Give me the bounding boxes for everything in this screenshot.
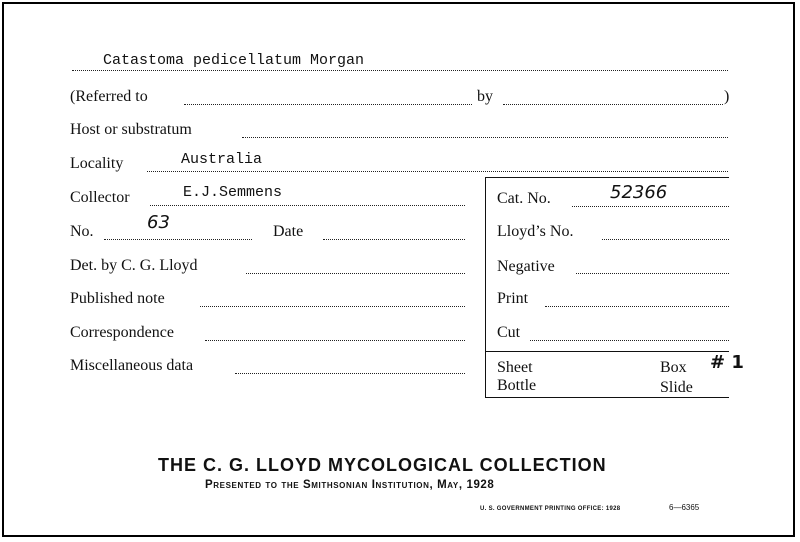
- correspondence-line: [205, 340, 465, 341]
- lloyds-no-line: [602, 239, 729, 240]
- sheet-divider: [485, 351, 729, 352]
- cat-no-line: [572, 206, 729, 207]
- misc-data-line: [235, 373, 465, 374]
- form-number: 6—6365: [669, 503, 700, 512]
- cut-line: [530, 340, 729, 341]
- sheet-label: Sheet: [497, 359, 533, 376]
- specimen-name: Catastoma pedicellatum Morgan: [103, 52, 365, 69]
- right-box-top-border: [485, 177, 729, 178]
- published-note-line: [200, 306, 465, 307]
- date-line: [323, 239, 465, 240]
- collector-line: [150, 205, 465, 206]
- no-label: No.: [70, 223, 94, 240]
- box-label: Box: [660, 359, 687, 376]
- right-box-left-border: [485, 177, 486, 397]
- published-note-label: Published note: [70, 290, 165, 307]
- close-paren: ): [724, 88, 730, 105]
- referred-to-line: [184, 104, 472, 105]
- referred-to-label: (Referred to: [70, 88, 148, 105]
- correspondence-label: Correspondence: [70, 324, 174, 341]
- no-value: 63: [147, 212, 170, 233]
- misc-data-label: Miscellaneous data: [70, 357, 194, 374]
- box-number: # 1: [710, 352, 744, 373]
- locality-label: Locality: [70, 155, 124, 172]
- lloyds-no-label: Lloyd’s No.: [497, 223, 574, 240]
- bottle-label: Bottle: [497, 377, 537, 394]
- print-line: [545, 306, 729, 307]
- collector-value: E.J.Semmens: [183, 184, 283, 201]
- collection-subtitle: Presented to the Smithsonian Institution, May, 1928: [205, 479, 495, 491]
- printing-office-note: U. S. GOVERNMENT PRINTING OFFICE: 1928: [480, 506, 621, 512]
- negative-label: Negative: [497, 258, 555, 275]
- cat-no-label: Cat. No.: [497, 190, 551, 207]
- det-by-label: Det. by C. G. Lloyd: [70, 257, 198, 274]
- collector-label: Collector: [70, 189, 130, 206]
- no-line: [104, 239, 252, 240]
- by-line: [503, 104, 723, 105]
- cat-no-value: 52366: [610, 182, 668, 203]
- right-box-bottom-border: [485, 397, 729, 398]
- locality-value: Australia: [181, 151, 263, 168]
- print-label: Print: [497, 290, 529, 307]
- cut-label: Cut: [497, 324, 521, 341]
- collection-title: THE C. G. LLOYD MYCOLOGICAL COLLECTION: [158, 455, 607, 475]
- det-by-line: [246, 273, 465, 274]
- date-label: Date: [273, 223, 304, 240]
- host-label: Host or substratum: [70, 121, 192, 138]
- slide-label: Slide: [660, 379, 693, 396]
- host-line: [242, 137, 728, 138]
- name-line: [72, 70, 728, 71]
- locality-line: [147, 171, 728, 172]
- negative-line: [576, 273, 729, 274]
- by-label: by: [477, 88, 493, 105]
